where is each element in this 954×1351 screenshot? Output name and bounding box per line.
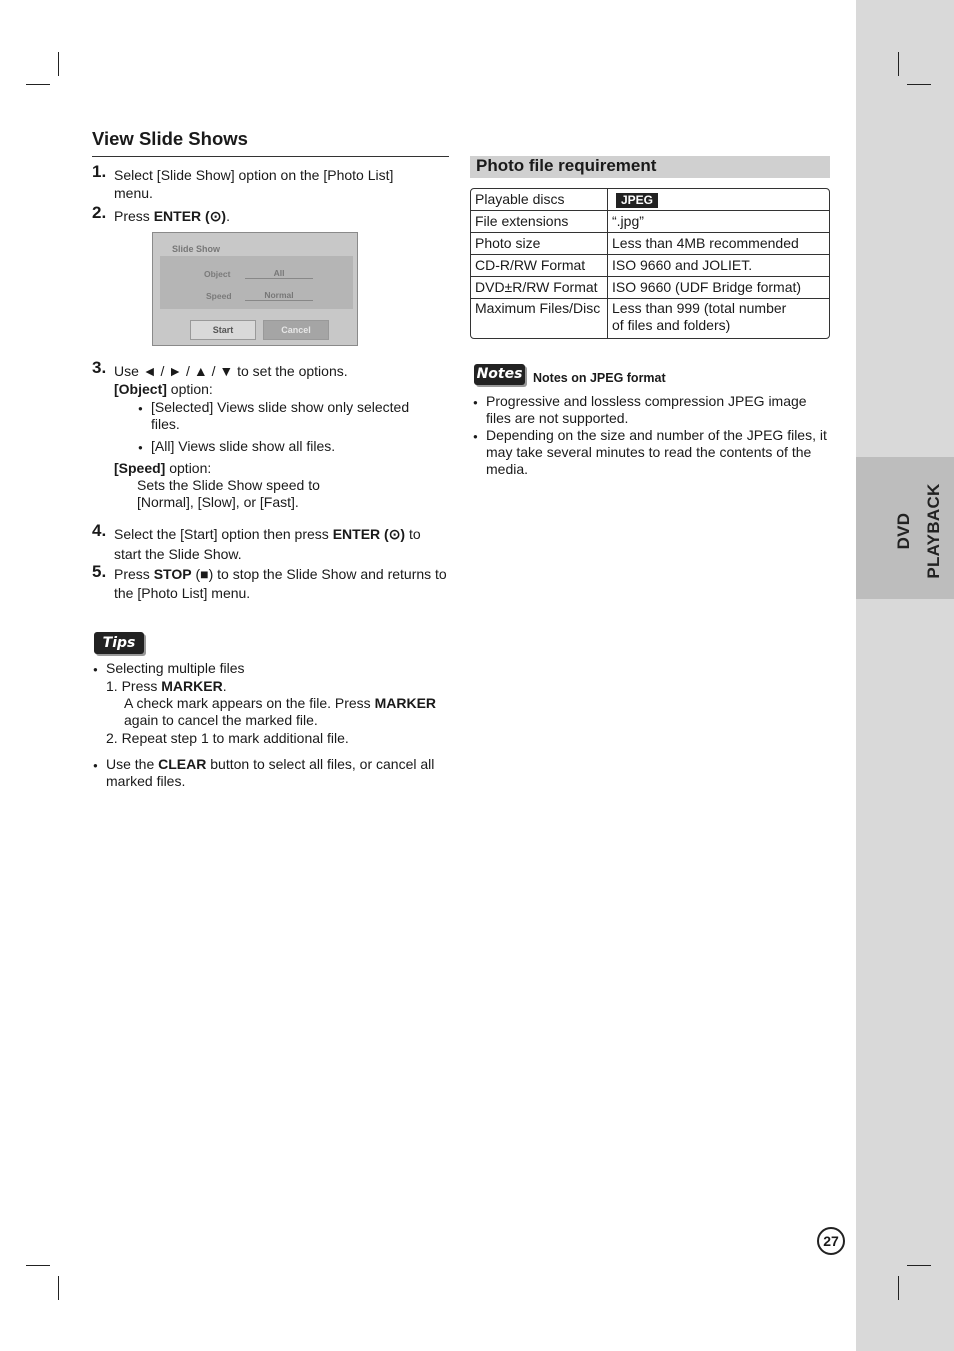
step-number: 4.	[92, 521, 107, 540]
table-value: Less than 4MB recommended	[608, 233, 829, 255]
table-row	[471, 277, 829, 299]
speed-option-head: [Speed] option:	[114, 460, 212, 476]
step-number: 3.	[92, 358, 107, 377]
crop-mark	[58, 1276, 59, 1300]
section-title: Photo file requirement	[476, 156, 657, 175]
osd-start-button[interactable]: Start	[190, 320, 256, 340]
side-band	[856, 0, 954, 1351]
requirements-table	[470, 188, 830, 339]
notes-heading: Notes on JPEG format	[533, 371, 666, 385]
step-number: 2.	[92, 203, 107, 222]
table-key: DVD±R/RW Format	[471, 277, 608, 299]
tips-item: 2. Repeat step 1 to mark additional file.	[106, 730, 349, 746]
table-row	[471, 211, 829, 233]
table-value: ISO 9660 (UDF Bridge format)	[608, 277, 829, 299]
table-value: Less than 999 (total number of files and folders)	[612, 300, 787, 333]
table-key: Maximum Files/Disc	[471, 299, 608, 338]
step-number: 1.	[92, 162, 107, 181]
osd-options-panel	[160, 256, 353, 309]
title-rule	[92, 156, 449, 157]
tips-item-line: A check mark appears on the file. Press MARKER	[124, 695, 437, 711]
crop-mark	[898, 1276, 899, 1300]
speed-desc-line: Sets the Slide Show speed to	[137, 477, 320, 493]
osd-object-value[interactable]: All	[245, 268, 313, 279]
step-text: Select [Slide Show] option on the [Photo List] menu.	[114, 167, 394, 201]
crop-mark	[58, 52, 59, 76]
osd-speed-value[interactable]: Normal	[245, 290, 313, 301]
section-tab-label: DVD PLAYBACK	[894, 483, 943, 579]
tips-item: 1. Press MARKER.	[106, 678, 227, 694]
table-row	[471, 233, 829, 255]
osd-cancel-button[interactable]: Cancel	[263, 320, 329, 340]
notes-bullet: ● Depending on the size and number of the JPEG files, it may take several minutes to read the contents of the media.	[486, 427, 831, 478]
notes-badge: Notes	[474, 364, 525, 385]
crop-mark	[898, 52, 899, 76]
osd-speed-label: Speed	[206, 291, 232, 301]
step-number: 5.	[92, 562, 107, 581]
page-title: View Slide Shows	[92, 128, 248, 149]
step-text: Press ENTER (⊙).	[114, 208, 230, 224]
table-key: Photo size	[471, 233, 608, 255]
jpeg-disc-icon: JPEG	[616, 193, 658, 208]
crop-mark	[26, 1265, 50, 1266]
notes-bullet: ● Progressive and lossless compression JPEG image files are not supported.	[486, 393, 831, 427]
table-key: CD-R/RW Format	[471, 255, 608, 277]
osd-title: Slide Show	[172, 244, 221, 254]
crop-mark	[26, 84, 50, 85]
section-header	[470, 156, 830, 178]
tips-badge: Tips	[94, 632, 144, 654]
object-bullet: ● [All] Views slide show all files.	[151, 438, 436, 455]
crop-mark	[907, 1265, 931, 1266]
table-value: ISO 9660 and JOLIET.	[608, 255, 829, 277]
osd-object-label: Object	[204, 269, 231, 279]
table-row	[471, 299, 829, 338]
table-key: Playable discs	[471, 189, 608, 211]
object-bullet: ● [Selected] Views slide show only selected files.	[151, 399, 436, 433]
table-key: File extensions	[471, 211, 608, 233]
table-value: “.jpg”	[608, 211, 829, 233]
tips-bullet: ● Selecting multiple files	[106, 660, 245, 677]
step-text: Select the [Start] option then press ENTER (⊙) to start the Slide Show.	[114, 526, 421, 562]
crop-mark	[907, 84, 931, 85]
tips-item-line: again to cancel the marked file.	[124, 712, 318, 728]
step-text: Press STOP (■) to stop the Slide Show and returns to the [Photo List] menu.	[114, 566, 447, 601]
table-row	[471, 255, 829, 277]
table-value	[608, 189, 829, 211]
slide-show-osd	[152, 232, 358, 346]
page-number: 27	[817, 1227, 845, 1255]
tips-bullet: ● Use the CLEAR button to select all files, or cancel all marked files.	[106, 756, 451, 790]
table-row	[471, 189, 829, 211]
speed-desc-line: [Normal], [Slow], or [Fast].	[137, 494, 299, 510]
object-option-head: [Object] option:	[114, 381, 213, 397]
step-text: Use ◄ / ► / ▲ / ▼ to set the options.	[114, 363, 348, 379]
